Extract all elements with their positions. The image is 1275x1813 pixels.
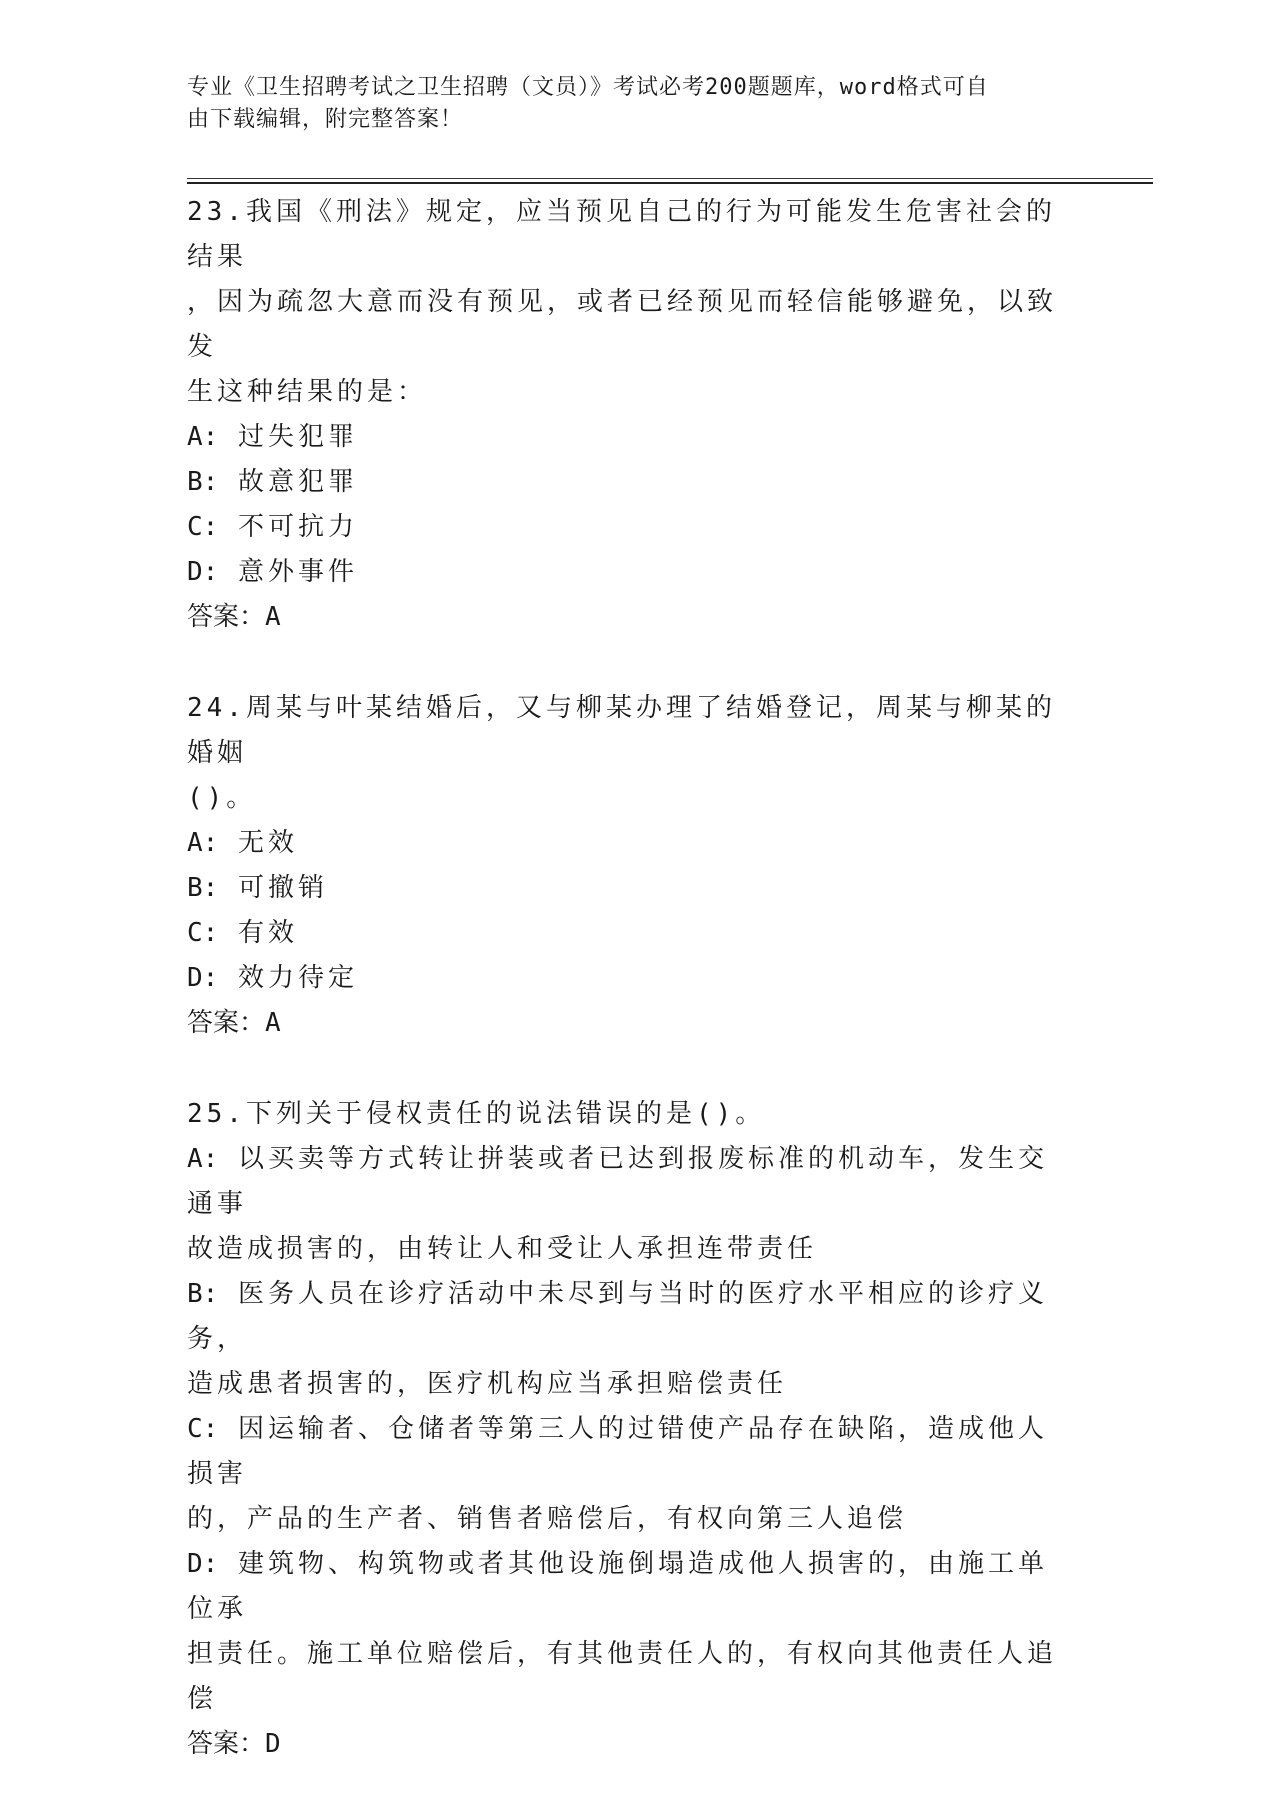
option-line: A: 以买卖等方式转让拼装或者已达到报废标准的机动车，发生交通事 [187,1144,1048,1219]
answer-line [187,1722,1077,1767]
answer-value: D [265,1729,281,1759]
option-letter: C: [187,1414,219,1444]
answer-value: A [265,602,281,632]
answer-line [187,1001,1077,1046]
question-stem-line: 25.下列关于侵权责任的说法错误的是()。 [187,1099,766,1129]
option-line: C: 有效 [187,918,298,948]
question-block [187,1092,1077,1767]
option-line: B: 医务人员在诊疗活动中未尽到与当时的医疗水平相应的诊疗义务， [187,1279,1048,1354]
option-letter: D: [187,557,219,587]
answer-label: 答案： [187,1008,266,1038]
option-line: A: 过失犯罪 [187,422,358,452]
answer-label: 答案： [187,1729,266,1759]
question-list [187,190,1077,1813]
option-letter: D: [187,1549,219,1579]
header-rule-thick [187,182,1153,184]
document-header [187,72,1067,136]
header-line-1: 专业《卫生招聘考试之卫生招聘（文员）》考试必考200题题库，word格式可自 [187,75,989,100]
question-stem-line: ()。 [187,783,257,813]
option-line: C: 因运输者、仓储者等第三人的过错使产品存在缺陷，造成他人损害 [187,1414,1048,1489]
option-line: C: 不可抗力 [187,512,358,542]
option-letter: A: [187,1144,219,1174]
option-line: 的，产品的生产者、销售者赔偿后，有权向第三人追偿 [187,1504,908,1534]
option-letter: A: [187,422,219,452]
option-line: B: 故意犯罪 [187,467,358,497]
header-rule-thin [187,178,1153,179]
option-line: 造成患者损害的，医疗机构应当承担赔偿责任 [187,1369,788,1399]
answer-value: A [265,1008,281,1038]
question-stem-line: ，因为疏忽大意而没有预见，或者已经预见而轻信能够避免，以致发 [187,287,1058,362]
option-letter: B: [187,467,219,497]
option-line: 担责任。施工单位赔偿后，有其他责任人的，有权向其他责任人追偿 [187,1639,1058,1714]
option-line: D: 意外事件 [187,557,358,587]
question-stem-line: 23.我国《刑法》规定，应当预见自己的行为可能发生危害社会的结果 [187,197,1056,272]
answer-line [187,595,1077,640]
question-block [187,686,1077,1046]
option-letter: C: [187,512,219,542]
question-stem-line: 24.周某与叶某结婚后，又与柳某办理了结婚登记，周某与柳某的婚姻 [187,693,1056,768]
option-letter: C: [187,918,219,948]
answer-label: 答案： [187,602,266,632]
question-stem-line: 生这种结果的是： [187,377,428,407]
option-letter: B: [187,873,219,903]
option-line: D: 效力待定 [187,963,358,993]
option-line: A: 无效 [187,828,298,858]
header-line-2: 由下载编辑，附完整答案！ [187,107,464,132]
option-letter: D: [187,963,219,993]
option-line: 故造成损害的，由转让人和受让人承担连带责任 [187,1234,818,1264]
option-line: B: 可撤销 [187,873,328,903]
option-letter: B: [187,1279,219,1309]
option-line: D: 建筑物、构筑物或者其他设施倒塌造成他人损害的，由施工单位承 [187,1549,1048,1624]
option-letter: A: [187,828,219,858]
question-block [187,190,1077,640]
